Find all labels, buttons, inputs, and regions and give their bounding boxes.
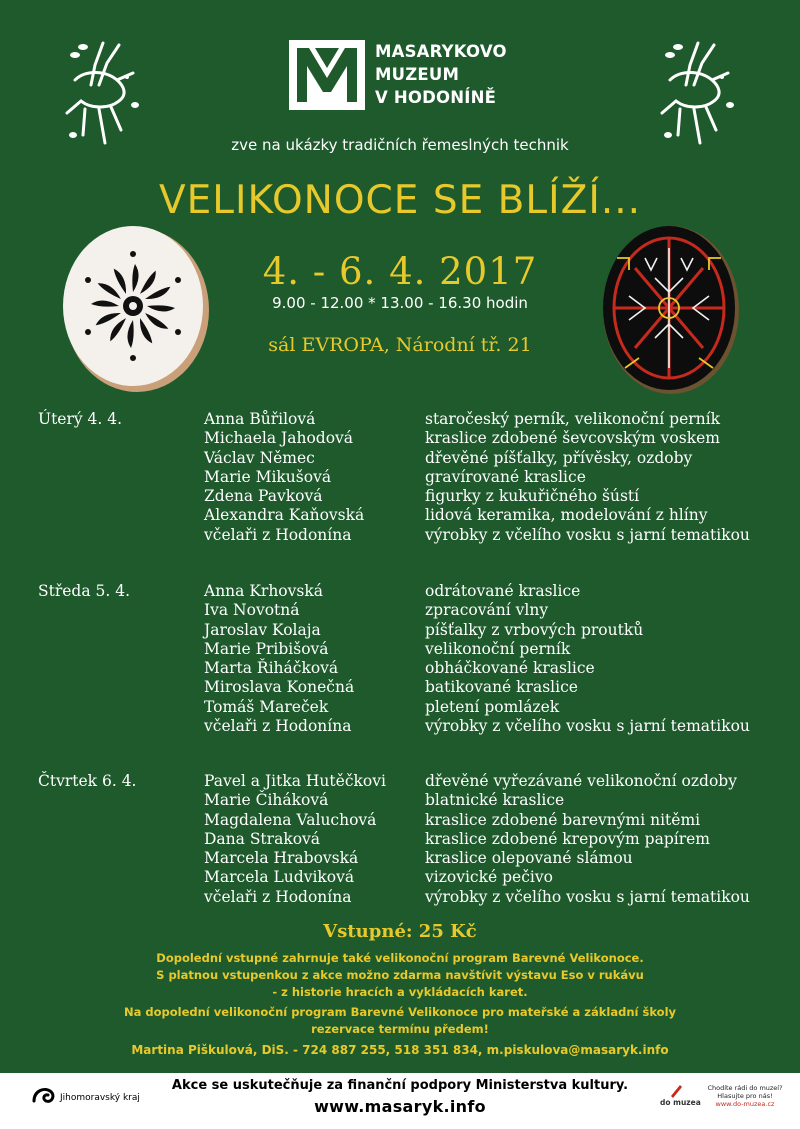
craft-item: obháčkované kraslice: [425, 659, 595, 678]
craft-item: píšťalky z vrbových proutků: [425, 620, 644, 639]
exhibitor-name: Zdena Pavková: [204, 487, 323, 506]
craft-item: gravírované kraslice: [425, 467, 586, 486]
info-note-line: Na dopolední velikonoční program Barevné Velikonoce pro mateřské a základní školy: [123, 1005, 677, 1019]
exhibitor-name: Václav Němec: [204, 448, 315, 467]
event-hours: 9.00 - 12.00 * 13.00 - 16.30 hodin: [272, 294, 528, 312]
exhibitor-name: Pavel a Jitka Hutěčkovi: [204, 772, 386, 790]
museum-name-line: MASARYKOVO: [375, 42, 507, 61]
domuzea-promo-link[interactable]: www.do-muzea.cz: [715, 1100, 775, 1108]
exhibitor-name: Iva Novotná: [204, 601, 300, 620]
exhibitor-name: včelaři z Hodonína: [204, 717, 352, 736]
craft-list: [425, 410, 750, 545]
exhibitor-name: včelaři z Hodonína: [204, 887, 352, 906]
region-label: Jihomoravský kraj: [60, 1093, 140, 1103]
craft-item: výrobky z včelího vosku s jarní tematikou: [425, 525, 750, 544]
craft-list: [425, 772, 750, 907]
exhibitor-name: Dana Straková: [204, 829, 321, 848]
exhibitor-name: Marcela Ludviková: [204, 868, 355, 887]
craft-item: blatnické kraslice: [425, 791, 565, 810]
subtitle: zve na ukázky tradičních řemeslných technik: [231, 136, 569, 154]
exhibitor-list: [204, 582, 354, 736]
domuzea-promo-line: Chodíte rádi do muzeí?: [707, 1084, 783, 1092]
contact-info: Martina Piškulová, DiS. - 724 887 255, 518 351 834, m.piskulova@masaryk.info: [131, 1043, 669, 1057]
day-label: Středa 5. 4.: [38, 582, 131, 600]
day-label: Čtvrtek 6. 4.: [38, 772, 137, 790]
craft-item: výrobky z včelího vosku s jarní tematikou: [425, 717, 750, 736]
craft-item: figurky z kukuřičného šústí: [425, 487, 640, 506]
craft-item: batikované kraslice: [425, 678, 578, 697]
event-title: VELIKONOCE SE BLÍŽÍ...: [158, 178, 642, 223]
craft-item: dřevěné vyřezávané velikonoční ozdoby: [425, 772, 737, 790]
museum-name: [375, 40, 507, 109]
funding-note: Akce se uskutečňuje za finanční podpory Ministerstva kultury.: [171, 1078, 629, 1093]
craft-list: [425, 582, 750, 736]
exhibitor-list: [204, 410, 364, 545]
craft-item: dřevěné píšťalky, přívěsky, ozdoby: [425, 448, 693, 467]
exhibitor-name: Magdalena Valuchová: [204, 810, 377, 829]
event-dates: 4. - 6. 4. 2017: [262, 250, 538, 293]
exhibitor-name: Marie Pribišová: [204, 639, 329, 658]
reservation-note: [0, 1004, 800, 1038]
exhibitor-name: Jaroslav Kolaja: [204, 620, 321, 639]
craft-item: zpracování vlny: [425, 601, 549, 620]
craft-item: kraslice zdobené barevnými nitěmi: [425, 810, 701, 829]
exhibitor-name: Michaela Jahodová: [204, 429, 354, 448]
info-note-line: Dopolední vstupné zahrnuje také velikonoční program Barevné Velikonoce.: [156, 951, 644, 965]
exhibitor-name: Marie Mikušová: [204, 467, 332, 486]
craft-item: staročeský perník, velikonoční perník: [425, 410, 721, 428]
exhibitor-name: Miroslava Konečná: [204, 678, 355, 697]
craft-item: kraslice olepované slámou: [425, 849, 633, 868]
domuzea-promo-line: Hlasujte pro nás!: [717, 1092, 773, 1100]
craft-item: vizovické pečivo: [425, 868, 553, 887]
black-easter-egg-icon: [595, 218, 745, 398]
craft-item: kraslice zdobené krepovým papírem: [425, 829, 710, 848]
craft-item: odrátované kraslice: [425, 582, 581, 600]
info-note-line: rezervace termínu předem!: [311, 1022, 489, 1036]
museum-logo-icon: [289, 40, 365, 110]
exhibitor-name: Marie Čiháková: [204, 791, 329, 810]
info-note: [0, 950, 800, 1001]
domuzea-pen-icon: [668, 1082, 684, 1098]
craft-item: velikonoční perník: [425, 639, 571, 658]
craft-item: výrobky z včelího vosku s jarní tematikou: [425, 887, 750, 906]
domuzea-logo-text: do muzea: [660, 1098, 701, 1107]
exhibitor-list: [204, 772, 386, 907]
event-venue: sál EVROPA, Národní tř. 21: [268, 334, 532, 356]
craft-item: pletení pomlázek: [425, 697, 560, 716]
craft-item: kraslice zdobené ševcovským voskem: [425, 429, 720, 448]
museum-name-line: V HODONÍNĚ: [375, 88, 497, 107]
exhibitor-name: Marcela Hrabovská: [204, 849, 359, 868]
info-note-line: - z historie hracích a vykládacích karet.: [272, 985, 528, 999]
exhibitor-name: Anna Krhovská: [204, 582, 323, 600]
exhibitor-name: Alexandra Kaňovská: [204, 506, 365, 525]
day-label: Úterý 4. 4.: [38, 410, 123, 428]
exhibitor-name: včelaři z Hodonína: [204, 525, 352, 544]
exhibitor-name: Marta Řiháčková: [204, 659, 339, 678]
craft-item: lidová keramika, modelování z hlíny: [425, 506, 708, 525]
admission-price: Vstupné: 25 Kč: [323, 921, 477, 942]
white-easter-egg-icon: [55, 220, 215, 395]
museum-name-line: MUZEUM: [375, 65, 460, 84]
exhibitor-name: Tomáš Mareček: [204, 697, 329, 716]
website-link[interactable]: www.masaryk.info: [314, 1097, 486, 1116]
info-note-line: S platnou vstupenkou z akce možno zdarma navštívit výstavu Eso v rukávu: [156, 968, 644, 982]
exhibitor-name: Anna Bůřilová: [204, 410, 316, 428]
domuzea-promo: [700, 1084, 790, 1108]
